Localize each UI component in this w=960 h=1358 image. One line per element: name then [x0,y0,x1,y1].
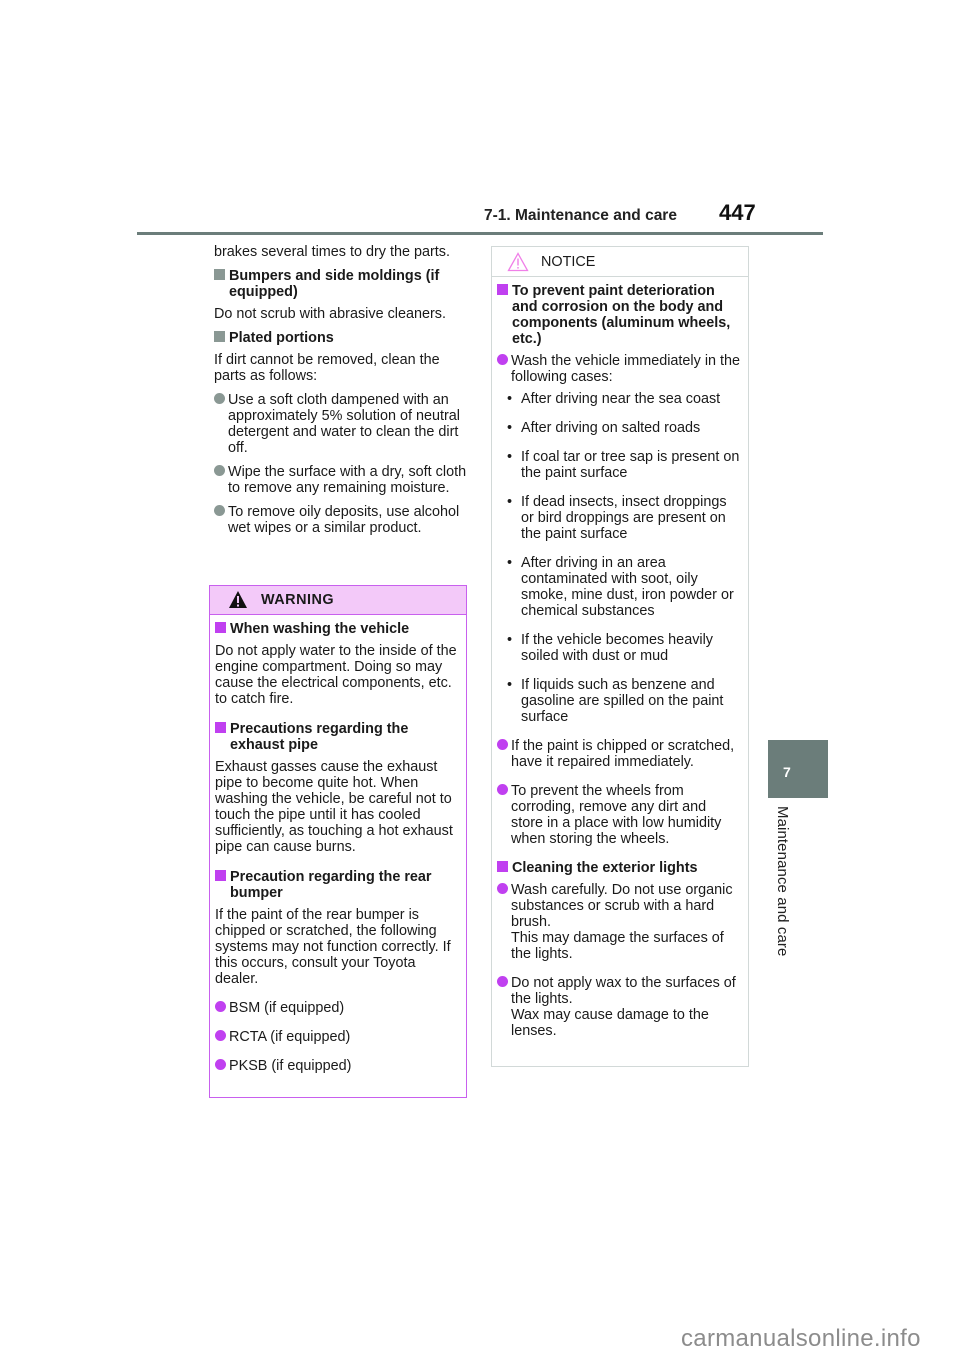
list-item: Wash the vehicle immediately in the following cases: [497,353,742,385]
circle-bullet-icon [214,505,225,516]
chapter-number: 7 [783,764,791,780]
circle-bullet-icon [497,976,508,987]
warning-box [209,585,467,1098]
chapter-label: Maintenance and care [774,806,791,957]
square-bullet-icon [497,284,508,295]
section-title: 7-1. Maintenance and care [484,207,677,224]
circle-bullet-icon [497,784,508,795]
case-item: • If dead insects, insect droppings or bird droppings are present on the paint surface [507,494,727,542]
notice-heading: Cleaning the exterior lights [497,860,742,876]
notice-header [492,247,748,277]
section-heading: Bumpers and side moldings (if equipped) [214,268,470,300]
warning-heading: Precaution regarding the rear bumper [215,869,460,901]
circle-bullet-icon [215,1059,226,1070]
case-item: • If the vehicle becomes heavily soiled with dust or mud [507,632,713,664]
circle-bullet-icon [497,739,508,750]
caution-triangle-outline-icon [507,252,529,277]
left-column [214,244,470,544]
circle-bullet-icon [215,1001,226,1012]
list-item: RCTA (if equipped) [215,1029,460,1045]
circle-bullet-icon [497,354,508,365]
watermark-link[interactable]: carmanualsonline.info [681,1325,921,1352]
case-item: • If liquids such as benzene and gasoline are spilled on the paint surface [507,677,724,725]
square-bullet-icon [215,870,226,881]
square-bullet-icon [215,722,226,733]
circle-bullet-icon [215,1030,226,1041]
list-item: BSM (if equipped) [215,1000,460,1016]
case-item: • If coal tar or tree sap is present on the paint surface [507,449,740,481]
section-text: Do not scrub with abrasive cleaners. [214,306,446,322]
square-bullet-icon [214,331,225,342]
circle-bullet-icon [497,883,508,894]
square-bullet-icon [214,269,225,280]
list-item: Do not apply wax to the surfaces of the lights. Wax may cause damage to the lenses. [497,975,742,1039]
list-item: If the paint is chipped or scratched, have it repaired immediately. [497,738,742,770]
warning-text: If the paint of the rear bumper is chipped or scratched, the following systems may not function correctly. If this occurs, consult your Toyota dealer. [215,907,451,987]
circle-bullet-icon [214,465,225,476]
square-bullet-icon [215,622,226,633]
circle-bullet-icon [214,393,225,404]
list-item: To remove oily deposits, use alcohol wet wipes or a similar product. [214,504,470,536]
square-bullet-icon [497,861,508,872]
warning-text: Do not apply water to the inside of the engine compartment. Doing so may cause the electrical components, etc. to catch fire. [215,643,457,707]
case-item: • After driving in an area contaminated with soot, oily smoke, mine dust, iron powder or chemical substances [507,555,734,619]
chapter-tab [768,740,828,798]
list-item: Wipe the surface with a dry, soft cloth to remove any remaining moisture. [214,464,470,496]
case-item: • After driving on salted roads [507,420,701,436]
section-text: If dirt cannot be removed, clean the parts as follows: [214,352,440,384]
section-heading: Plated portions [214,330,470,346]
warning-text: Exhaust gasses cause the exhaust pipe to become quite hot. When washing the vehicle, be careful not to touch the pipe until it has cooled sufficiently, as touching a hot exhaust pipe can cause burns. [215,759,453,855]
notice-title: NOTICE [541,254,596,270]
notice-box [491,246,749,1067]
intro-text: brakes several times to dry the parts. [214,244,450,260]
case-item: • After driving near the sea coast [507,391,721,407]
warning-title: WARNING [261,592,335,608]
list-item: To prevent the wheels from corroding, remove any dirt and store in a place with low humidity when storing the wheels. [497,783,742,847]
warning-heading: Precautions regarding the exhaust pipe [215,721,460,753]
list-item: PKSB (if equipped) [215,1058,460,1074]
warning-triangle-icon [228,590,248,614]
page-number: 447 [719,200,756,225]
warning-heading: When washing the vehicle [215,621,460,637]
notice-heading: To prevent paint deterioration and corrosion on the body and components (aluminum wheels, etc.) [497,283,742,347]
list-item: Wash carefully. Do not use organic substances or scrub with a hard brush. This may damage the surfaces of the lights. [497,882,742,962]
list-item: Use a soft cloth dampened with an approximately 5% solution of neutral detergent and water to clean the dirt off. [214,392,470,456]
warning-header [210,586,466,615]
header-rule [137,232,823,235]
